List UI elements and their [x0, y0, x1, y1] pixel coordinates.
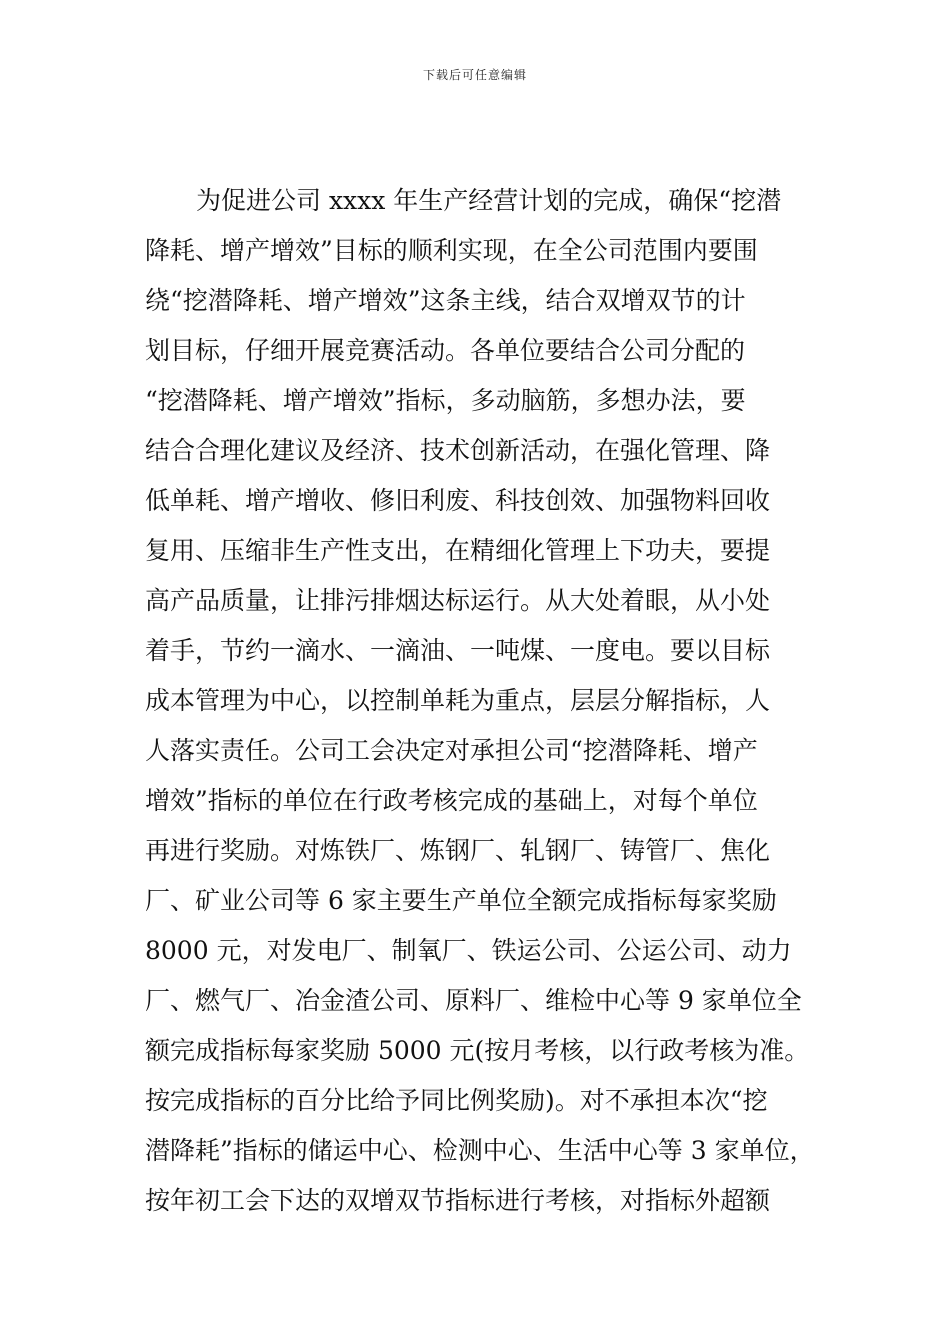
text-line: 增效”指标的单位在行政考核完成的基础上，对每个单位 [145, 786, 758, 815]
text-line: 厂、矿业公司等 6 家主要生产单位全额完成指标每家奖励 [145, 886, 777, 915]
text-line: 绕“挖潜降耗、增产增效”这条主线，结合双增双节的计 [145, 286, 746, 315]
text-line: 结合合理化建议及经济、技术创新活动，在强化管理、降 [145, 436, 771, 465]
text-line: 8000 元，对发电厂、制氧厂、铁运公司、公运公司、动力 [145, 936, 792, 965]
text-line: 划目标，仔细开展竞赛活动。各单位要结合公司分配的 [145, 336, 746, 365]
text-line: 按完成指标的百分比给予同比例奖励)。对不承担本次“挖 [145, 1086, 768, 1115]
text-line: 潜降耗”指标的储运中心、检测中心、生活中心等 3 家单位， [145, 1136, 815, 1165]
text-line: 着手，节约一滴水、一滴油、一吨煤、一度电。要以目标 [145, 636, 771, 665]
text-line: 按年初工会下达的双增双节指标进行考核，对指标外超额 [145, 1186, 771, 1215]
text-line: 复用、压缩非生产性支出，在精细化管理上下功夫，要提 [145, 536, 771, 565]
text-line: “挖潜降耗、增产增效”指标，多动脑筋，多想办法，要 [145, 386, 746, 415]
text-line: 厂、燃气厂、冶金渣公司、原料厂、维检中心等 9 家单位全 [145, 986, 802, 1015]
text-line: 额完成指标每家奖励 5000 元(按月考核，以行政考核为准。 [145, 1036, 810, 1065]
text-line: 再进行奖励。对炼铁厂、炼钢厂、轧钢厂、铸管厂、焦化 [145, 836, 771, 865]
text-line: 为促进公司 xxxx 年生产经营计划的完成，确保“挖潜 [196, 186, 782, 215]
text-line: 高产品质量，让排污排烟达标运行。从大处着眼，从小处 [145, 586, 771, 615]
text-line: 人落实责任。公司工会决定对承担公司“挖潜降耗、增产 [145, 736, 758, 765]
text-line: 低单耗、增产增收、修旧利废、科技创效、加强物料回收 [145, 486, 771, 515]
text-line: 降耗、增产增效”目标的顺利实现，在全公司范围内要围 [145, 236, 758, 265]
body-paragraph [145, 176, 835, 1226]
text-line: 成本管理为中心，以控制单耗为重点，层层分解指标，人 [145, 686, 771, 715]
page-header: 下载后可任意编辑 [422, 68, 527, 82]
